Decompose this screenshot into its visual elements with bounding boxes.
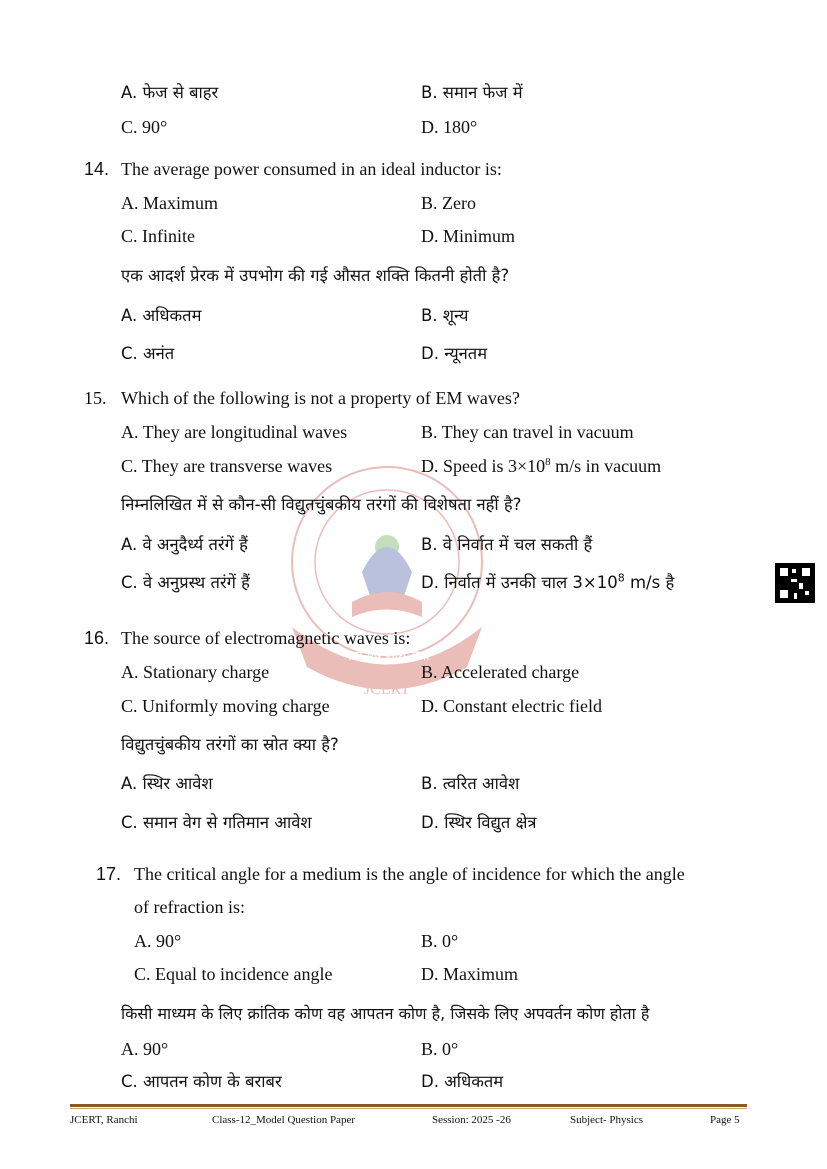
q15-hindi-option-a: A. वे अनुदैर्ध्य तरंगें हैं [121,535,248,554]
q16-option-d: D. Constant electric field [421,696,602,716]
q14-option-c: C. Infinite [121,226,195,246]
question-17-hindi: किसी माध्यम के लिए क्रांतिक कोण वह आपतन कोण है, जिसके लिए अपवर्तन कोण होता है [121,1004,650,1023]
footer-paper: Class-12_Model Question Paper [212,1114,355,1126]
footer-org: JCERT, Ranchi [70,1114,138,1126]
q14-hindi-option-c: C. अनंत [121,344,175,363]
q15-hindi-option-d-suffix: m/s है [624,573,675,592]
question-14-text: The average power consumed in an ideal inductor is: [121,159,502,179]
q15-option-d-suffix: m/s in vacuum [550,456,662,476]
top-option-a: A. फेज से बाहर [121,83,219,102]
q15-hindi-option-d-prefix: D. निर्वात में उनकी चाल 3×10 [421,573,618,592]
top-option-c: C. 90° [121,117,168,137]
q17-hindi-option-b: B. 0° [421,1039,459,1059]
footer-page: Page 5 [710,1114,740,1126]
q16-hindi-option-d: D. स्थिर विद्युत क्षेत्र [421,813,537,832]
q15-option-d [421,455,661,477]
top-option-d: D. 180° [421,117,478,137]
question-17-number: 17. [96,864,122,884]
qr-code-icon [775,563,815,603]
q17-hindi-option-c: C. आपतन कोण के बराबर [121,1072,282,1091]
question-17-text-line1: The critical angle for a medium is the angle of incidence for which the angle [134,864,685,884]
q17-option-b: B. 0° [421,931,459,951]
q17-option-a: A. 90° [134,931,182,951]
question-16-text: The source of electromagnetic waves is: [121,628,411,648]
watermark-motto: नवोन्मेष शोध सेवा [344,649,430,664]
q14-hindi-option-a: A. अधिकतम [121,306,202,325]
q14-option-b: B. Zero [421,193,476,213]
watermark-acronym: JCERT [363,681,411,698]
q16-hindi-option-a: A. स्थिर आवेश [121,774,213,793]
q16-option-b: B. Accelerated charge [421,662,580,682]
q15-hindi-option-b: B. वे निर्वात में चल सकती हैं [421,535,593,554]
footer-session: Session: 2025 -26 [432,1114,511,1126]
q17-hindi-option-a: A. 90° [121,1039,169,1059]
q16-hindi-option-b: B. त्वरित आवेश [421,774,520,793]
q17-option-c: C. Equal to incidence angle [134,964,333,984]
q15-option-d-exponent: 8 [545,456,551,468]
question-15-number: 15. [84,388,107,408]
q15-hindi-option-d-exponent: 8 [617,571,625,585]
top-option-b: B. समान फेज में [421,83,523,102]
question-14-hindi: एक आदर्श प्रेरक में उपभोग की गई औसत शक्ति कितनी होती है? [121,266,510,285]
q14-option-d: D. Minimum [421,226,516,246]
q16-option-a: A. Stationary charge [121,662,270,682]
footer-rule-thin [70,1108,747,1109]
q17-hindi-option-d: D. अधिकतम [421,1072,504,1091]
q14-option-a: A. Maximum [121,193,218,213]
question-15-hindi: निम्नलिखित में से कौन-सी विद्युतचुंबकीय तरंगों की विशेषता नहीं है? [121,495,522,514]
footer-rule [70,1104,747,1107]
q15-hindi-option-d [421,572,674,594]
q16-option-c: C. Uniformly moving charge [121,696,330,716]
q15-option-a: A. They are longitudinal waves [121,422,348,442]
question-14-number: 14. [84,159,110,179]
q14-hindi-option-b: B. शून्य [421,306,469,325]
question-16-hindi: विद्युतचुंबकीय तरंगों का स्रोत क्या है? [121,735,339,754]
q15-option-d-prefix: D. Speed is 3×10 [421,456,546,476]
question-17-text-line2: of refraction is: [134,897,245,917]
question-15-text: Which of the following is not a property of EM waves? [121,388,520,408]
question-16-number: 16. [84,628,110,648]
q15-option-b: B. They can travel in vacuum [421,422,634,442]
q17-option-d: D. Maximum [421,964,518,984]
q14-hindi-option-d: D. न्यूनतम [421,344,488,363]
q15-hindi-option-c: C. वे अनुप्रस्थ तरंगें हैं [121,573,250,592]
q15-option-c: C. They are transverse waves [121,456,333,476]
q16-hindi-option-c: C. समान वेग से गतिमान आवेश [121,813,312,832]
footer-subject: Subject- Physics [570,1114,644,1126]
